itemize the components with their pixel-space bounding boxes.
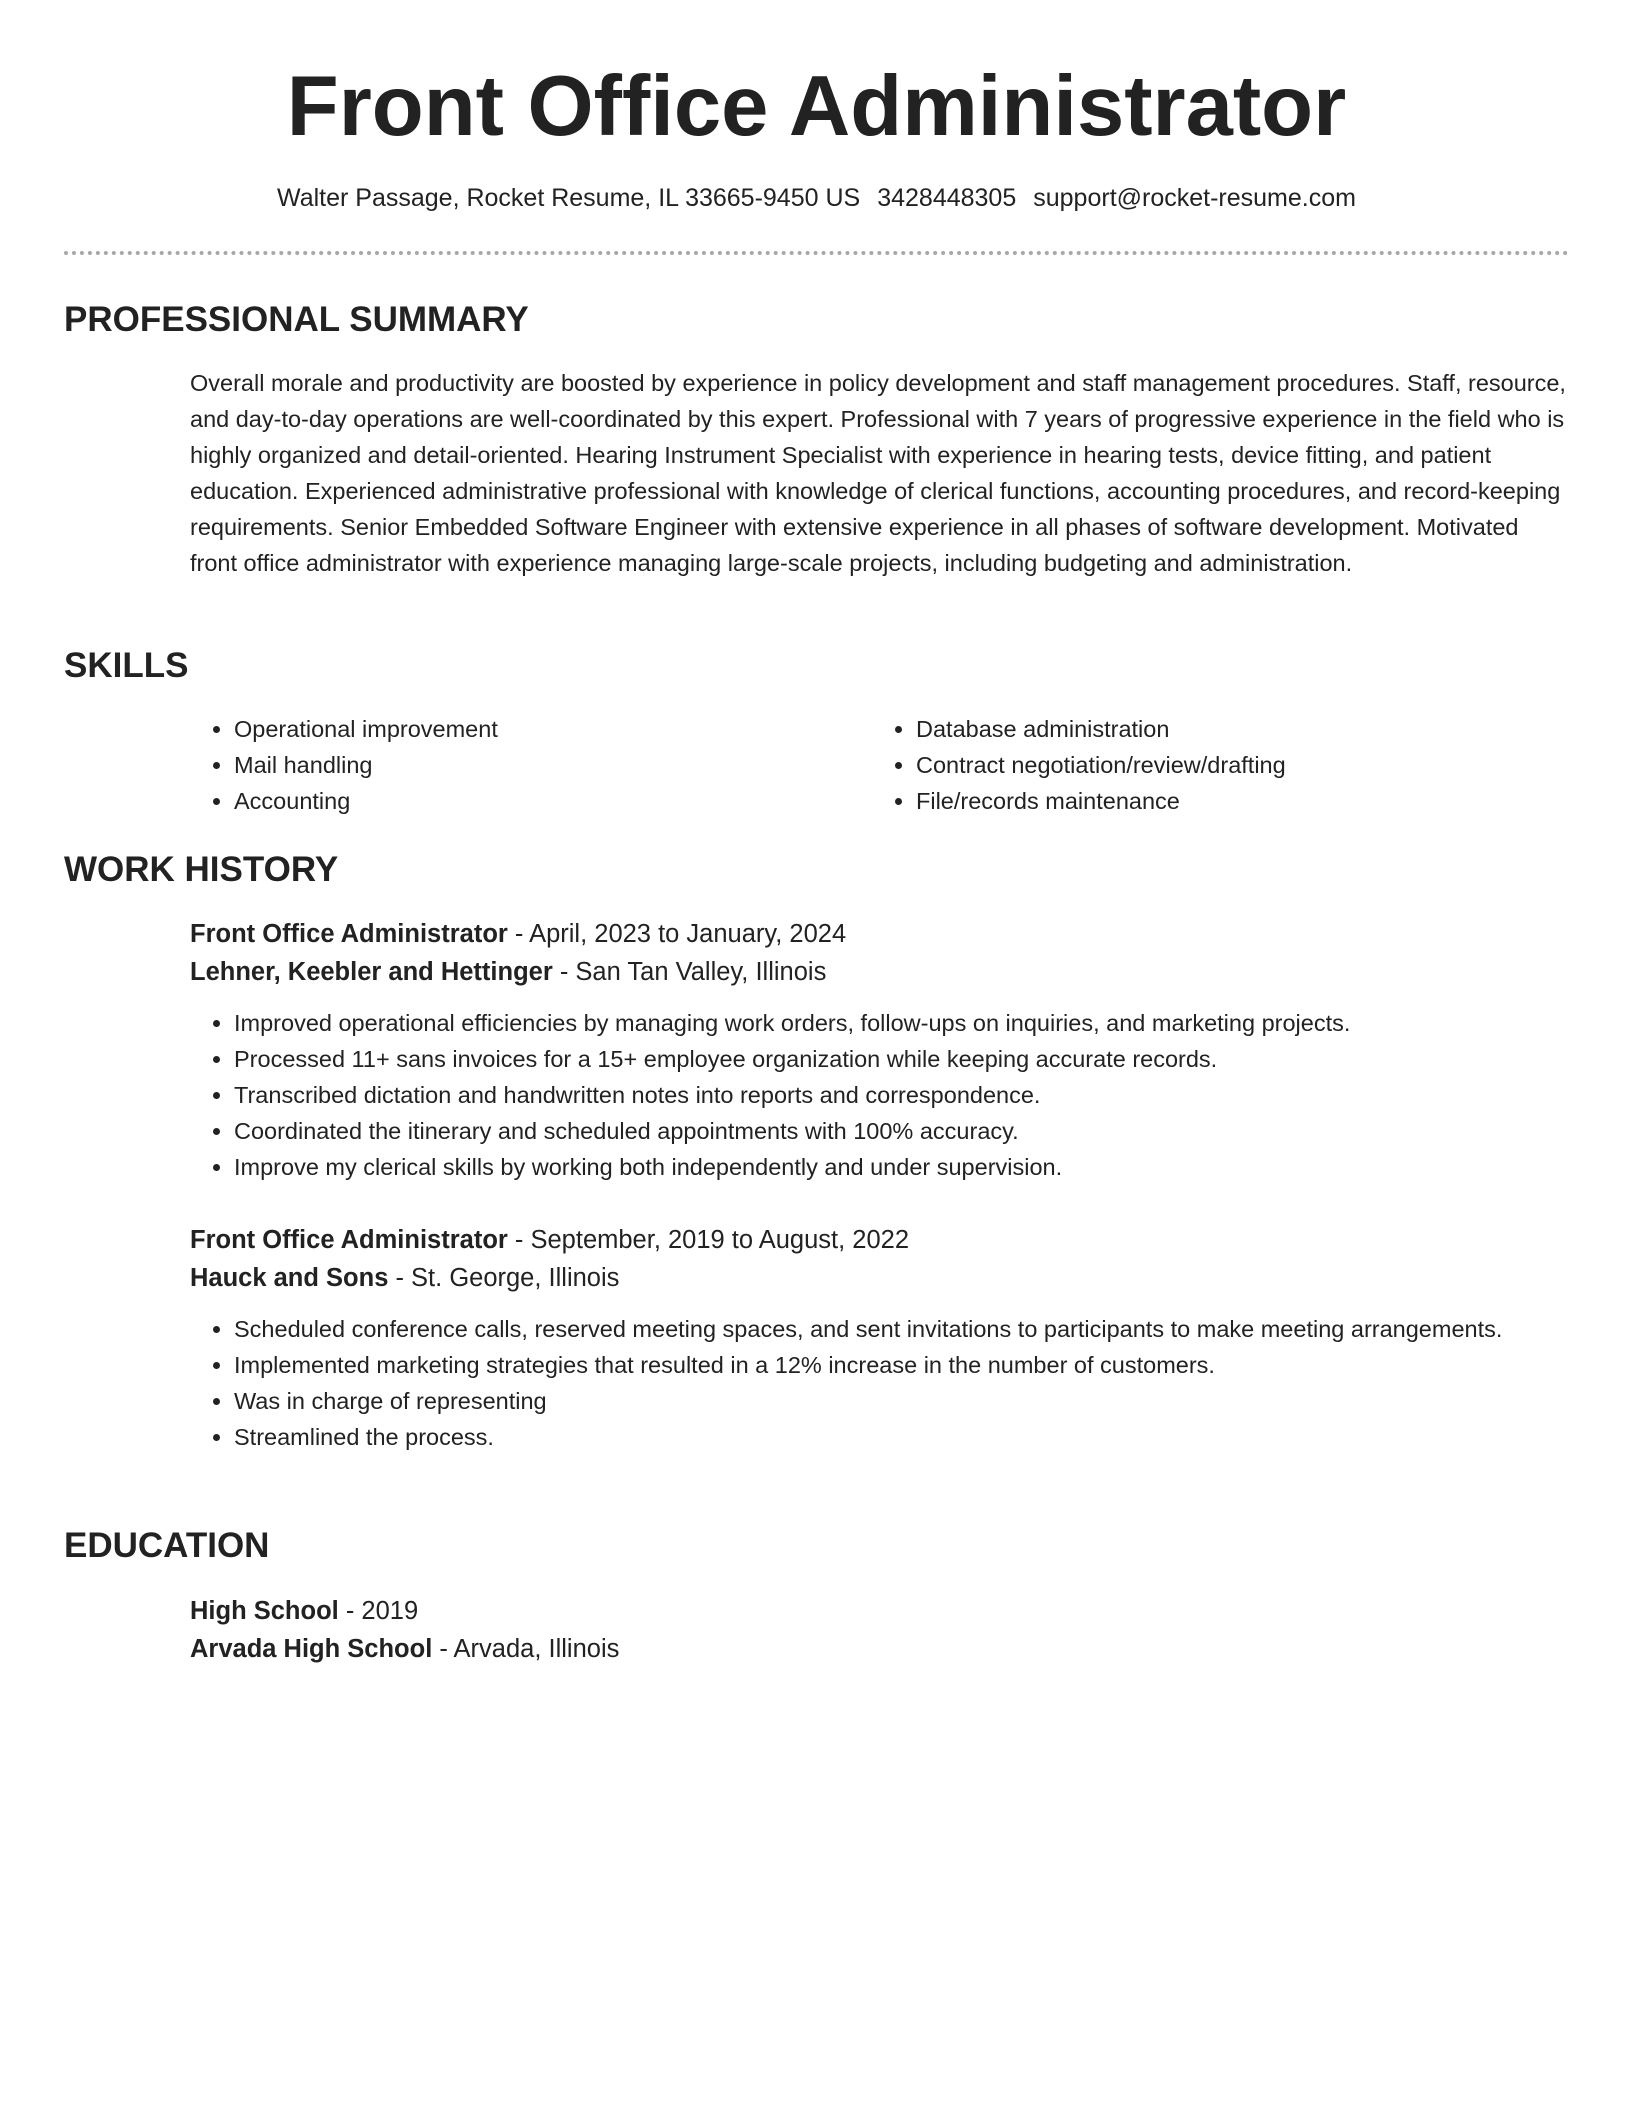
job-dates: - September, 2019 to August, 2022 [507, 1226, 910, 1254]
job-role: Front Office Administrator [190, 1226, 508, 1254]
skill-item: • File/records maintenance [916, 783, 1554, 819]
job-bullet: • Transcribed dictation and handwritten notes into reports and correspondence. [234, 1077, 1572, 1113]
contact-line [64, 180, 1569, 216]
job-bullet: • Coordinated the itinerary and scheduled appointments with 100% accuracy. [234, 1113, 1572, 1149]
job-bullet: • Improved operational efficiencies by managing work orders, follow-ups on inquiries, and marketing projects. [234, 1005, 1572, 1041]
contact-address: Walter Passage, Rocket Resume, IL 33665-9450 US [277, 184, 861, 212]
education-degree: High School [190, 1597, 339, 1625]
summary-text: Overall morale and productivity are boosted by experience in policy development and staff management procedures. Staff, resource, and day-to-day operations are well-coordinated by this expert. Professional with 7 years of progressive experience in the field who is highly organized and detail-oriented. Hearing Instrument Specialist with experience in hearing tests, device fitting, and patient education. Experienced administrative professional with knowledge of clerical functions, accounting procedures, and record-keeping requirements. Senior Embedded Software Engineer with extensive experience in all phases of software development. Motivated front office administrator with experience managing large-scale projects, including budgeting and administration. [190, 370, 1566, 576]
skills-column-right [872, 711, 1554, 819]
job-title-line [190, 1221, 1572, 1259]
job-role: Front Office Administrator [190, 920, 508, 948]
job-bullets [190, 1311, 1572, 1455]
summary-heading: PROFESSIONAL SUMMARY [64, 300, 529, 339]
header-divider [64, 251, 1569, 255]
education-school-line [190, 1630, 1572, 1668]
contact-email[interactable]: support@rocket-resume.com [1033, 184, 1356, 212]
job-entry [190, 915, 1572, 1185]
education-year: - 2019 [338, 1597, 419, 1625]
education-degree-line [190, 1592, 1572, 1630]
education-entry [190, 1592, 1572, 1668]
job-bullet: • Improve my clerical skills by working both independently and under supervision. [234, 1149, 1572, 1185]
candidate-name: Front Office Administrator [286, 59, 1347, 154]
contact-phone: 3428448305 [877, 184, 1017, 212]
skill-item: • Contract negotiation/review/drafting [916, 747, 1554, 783]
job-bullets [190, 1005, 1572, 1185]
skill-item: • Operational improvement [234, 711, 872, 747]
job-entry [190, 1221, 1572, 1455]
job-company: Lehner, Keebler and Hettinger [190, 958, 553, 986]
job-bullet: • Was in charge of representing [234, 1383, 1572, 1419]
education-heading: EDUCATION [64, 1526, 270, 1565]
job-dates: - April, 2023 to January, 2024 [507, 920, 847, 948]
work-history-heading: WORK HISTORY [64, 850, 339, 889]
job-company-line [190, 953, 1572, 991]
education-location: - Arvada, Illinois [432, 1635, 620, 1663]
job-location: - San Tan Valley, Illinois [552, 958, 827, 986]
skill-item: • Mail handling [234, 747, 872, 783]
skills-list [190, 711, 1572, 819]
skills-heading: SKILLS [64, 646, 189, 685]
skills-column-left [190, 711, 872, 819]
job-bullet: • Scheduled conference calls, reserved meeting spaces, and sent invitations to participants to make meeting arrangements. [234, 1311, 1572, 1347]
job-company: Hauck and Sons [190, 1264, 389, 1292]
job-location: - St. George, Illinois [388, 1264, 620, 1292]
education-school: Arvada High School [190, 1635, 433, 1663]
job-bullet: • Streamlined the process. [234, 1419, 1572, 1455]
job-bullet: • Processed 11+ sans invoices for a 15+ employee organization while keeping accurate records. [234, 1041, 1572, 1077]
job-title-line [190, 915, 1572, 953]
skill-item: • Accounting [234, 783, 872, 819]
job-bullet: • Implemented marketing strategies that resulted in a 12% increase in the number of customers. [234, 1347, 1572, 1383]
skill-item: • Database administration [916, 711, 1554, 747]
job-company-line [190, 1259, 1572, 1297]
